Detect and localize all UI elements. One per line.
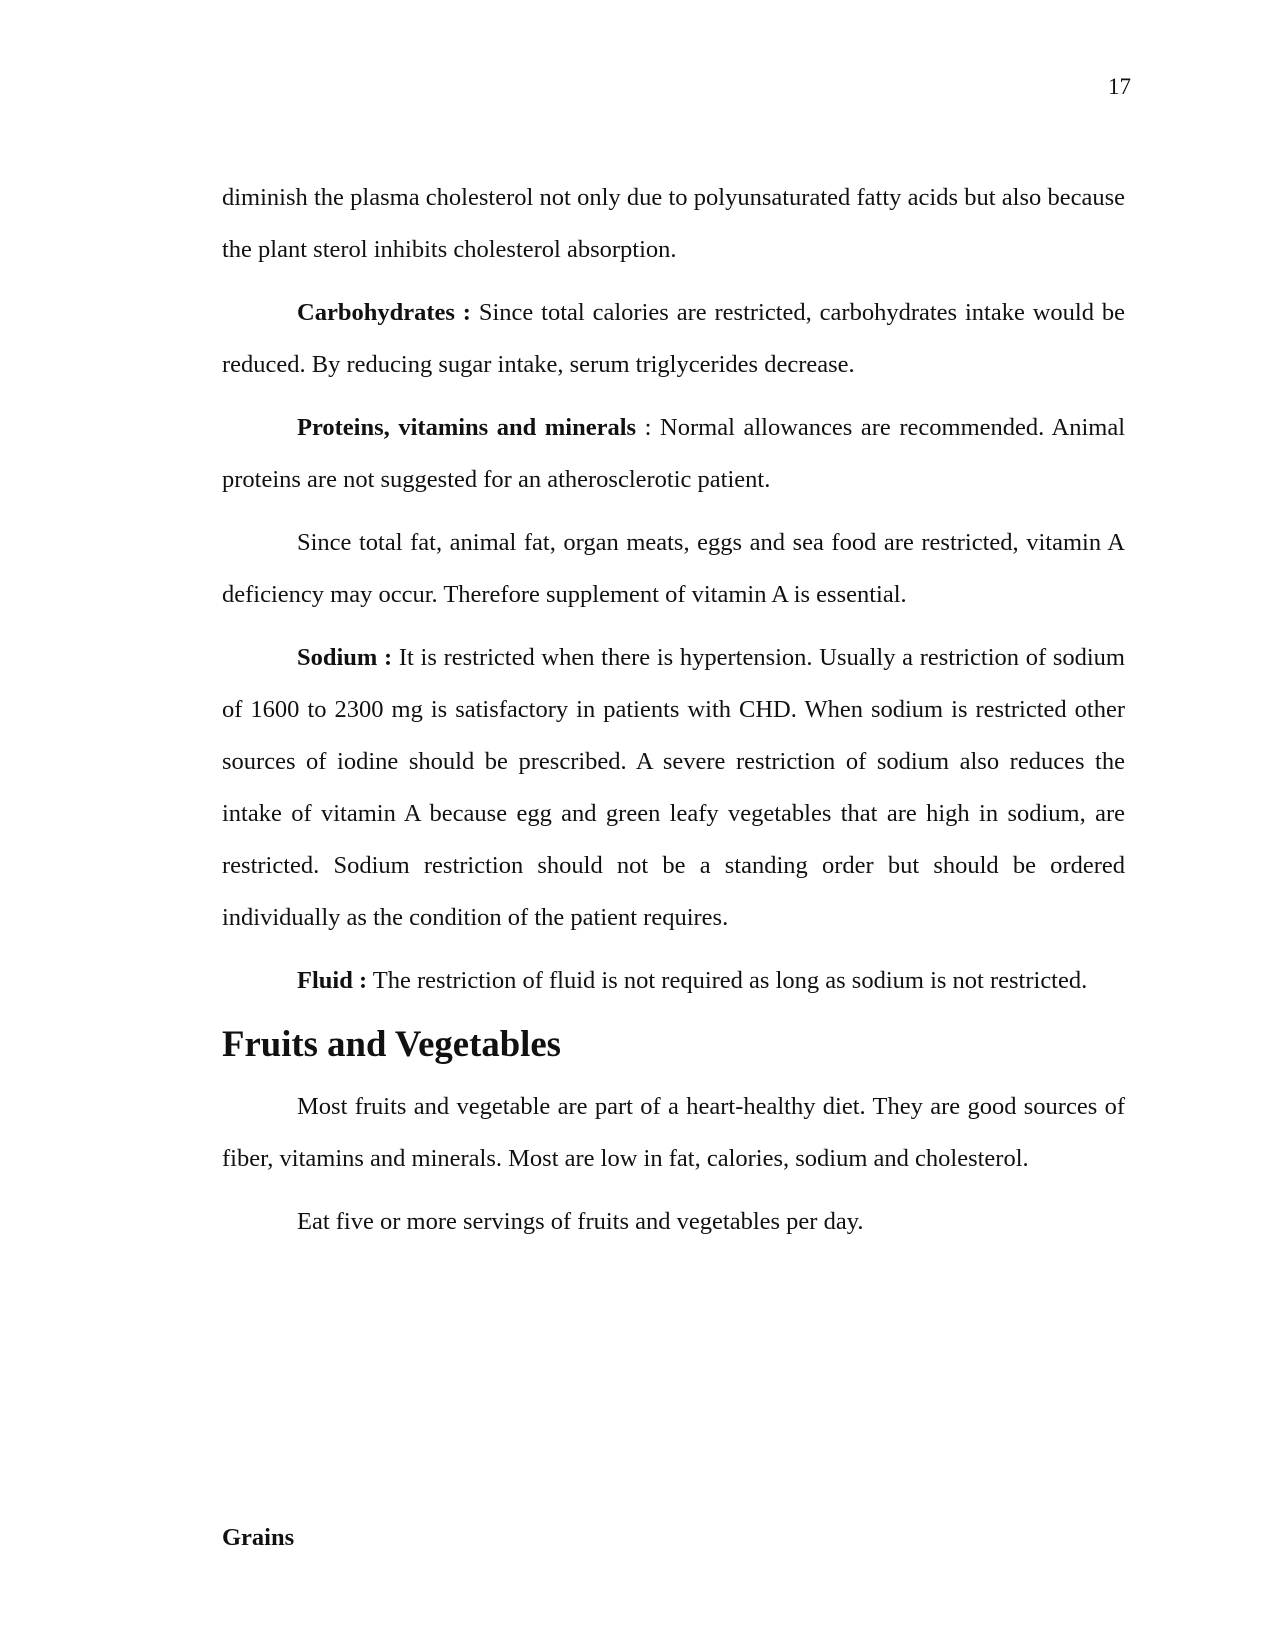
sodium-text: It is restricted when there is hypertension. Usually a restriction of sodium of 1600 to 2300 mg is satisfactory in patients with CHD. When sodium is restricted other sources of iodine should be prescribed. A severe restriction of sodium also reduces the intake of vitamin A because egg and green leafy vegetables that are high in sodium, are restricted. Sodium restriction should not be a standing order but should be ordered individually as the condition of the patient requires. xyxy=(222,644,1125,931)
document-body xyxy=(222,172,1125,1259)
sodium-label: Sodium : xyxy=(297,644,393,671)
carbohydrates-text: Since total calories are restricted, carbohydrates intake would be reduced. By reducing sugar intake, serum triglycerides decrease. xyxy=(222,299,1126,378)
paragraph-proteins xyxy=(222,402,1125,506)
proteins-label: Proteins, vitamins and minerals xyxy=(297,414,637,441)
fluid-label: Fluid : xyxy=(297,967,368,994)
paragraph-plant-sterol: diminish the plasma cholesterol not only due to polyunsaturated fatty acids but also because the plant sterol inhibits cholesterol absorption. xyxy=(222,184,1125,263)
proteins-text: : Normal allowances are recommended. Animal proteins are not suggested for an atherosclerotic patient. xyxy=(222,414,1125,493)
paragraph-fluid xyxy=(222,955,1125,1007)
paragraph-fruits-vegetables: Most fruits and vegetable are part of a heart-healthy diet. They are good sources of fiber, vitamins and minerals. Most are low in fat, calories, sodium and cholesterol. xyxy=(222,1093,1125,1172)
fruits-vegetables-heading: Fruits and Vegetables xyxy=(222,1023,561,1064)
paragraph-servings: Eat five or more servings of fruits and vegetables per day. xyxy=(297,1208,864,1235)
carbohydrates-label: Carbohydrates : xyxy=(297,299,471,326)
page-number: 17 xyxy=(1108,74,1131,99)
paragraph-sodium xyxy=(222,632,1125,944)
paragraph-carbohydrates xyxy=(222,287,1125,391)
grains-heading: Grains xyxy=(222,1524,295,1551)
paragraph-vitamin-a: Since total fat, animal fat, organ meats, eggs and sea food are restricted, vitamin A deficiency may occur. Therefore supplement of vitamin A is essential. xyxy=(222,529,1125,608)
fluid-text: The restriction of fluid is not required as long as sodium is not restricted. xyxy=(367,967,1088,994)
